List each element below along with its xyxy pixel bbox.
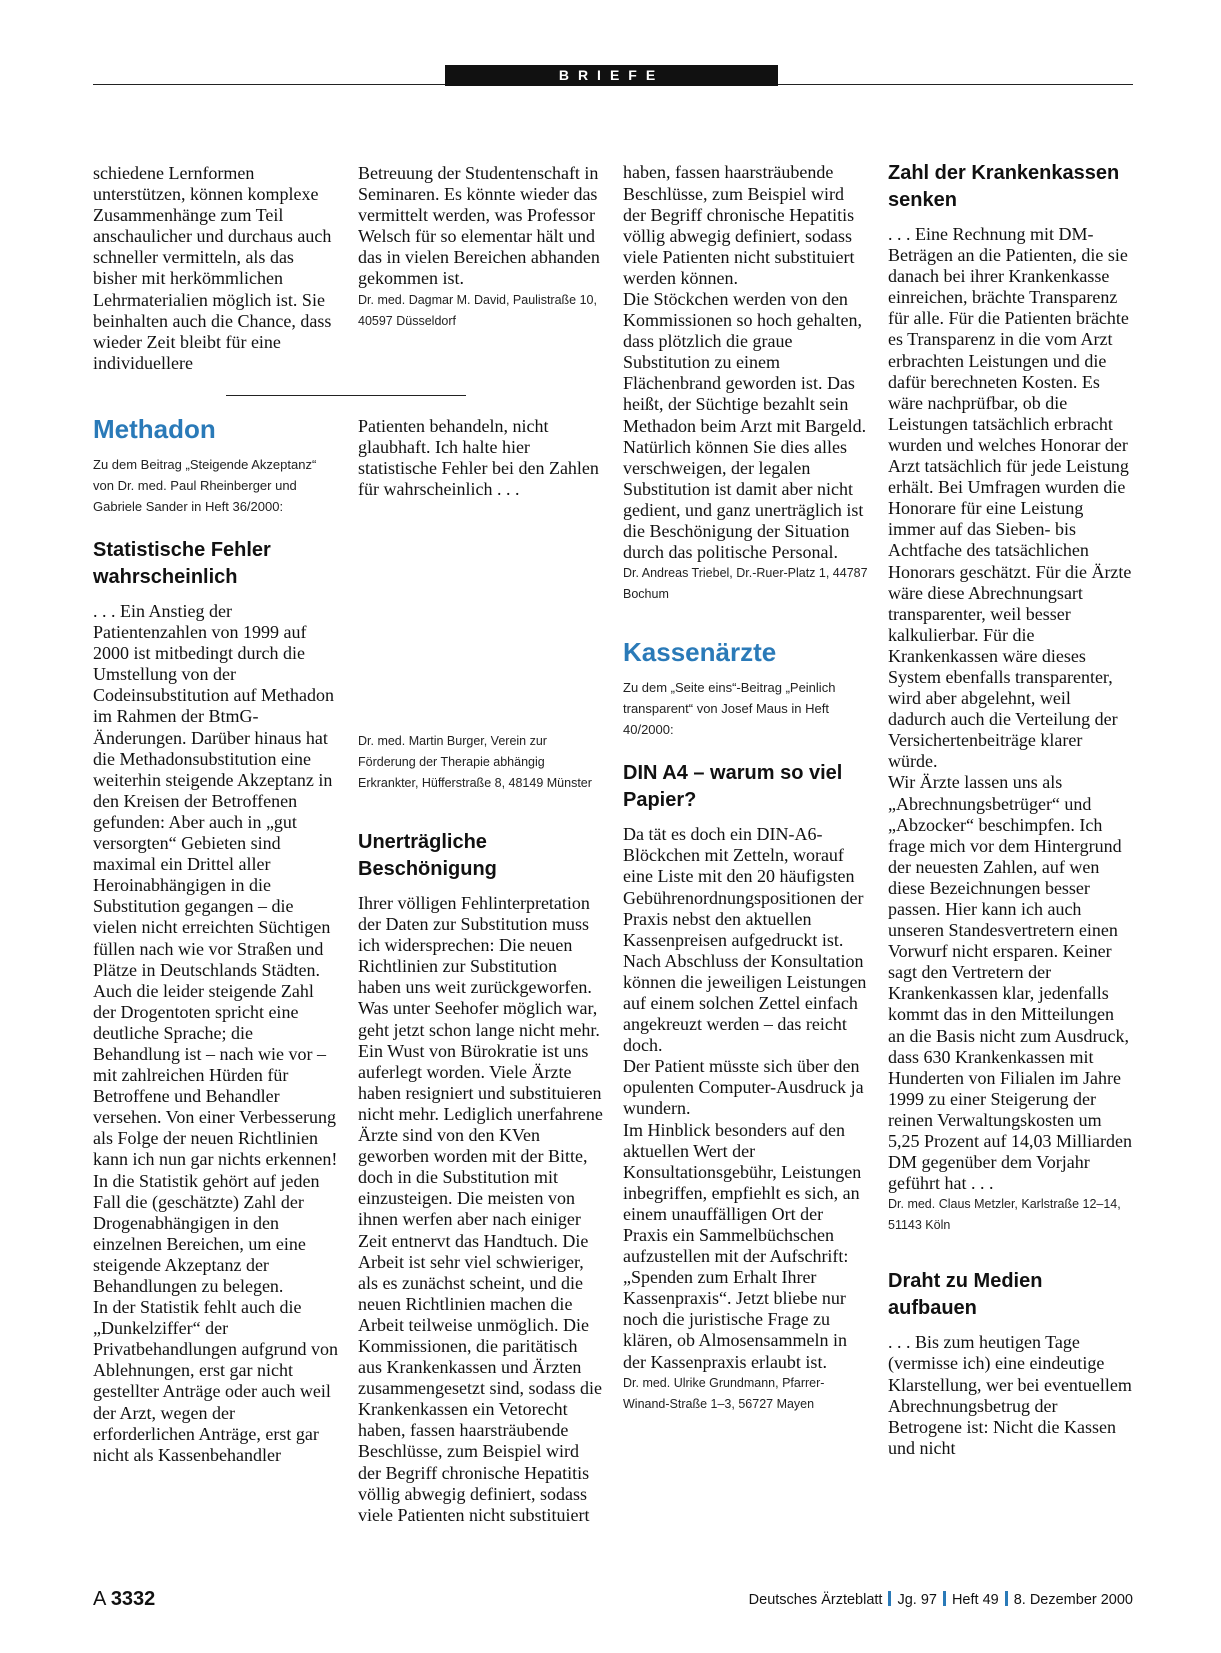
- body-text: Der Patient müsste sich über den opulenten Computer-Ausdruck ja wundern.: [623, 1056, 864, 1119]
- col1-methadon: [93, 414, 338, 1467]
- body-text: . . . Bis zum heutigen Tage (vermisse ich) eine eindeutige Klarstellung, wer bei eventuellem Abrechnungsbetrug der Betrogene ist: Nicht die Kassen und nicht: [888, 1332, 1132, 1458]
- section-header: BRIEFE: [445, 65, 778, 86]
- separator: [888, 1591, 891, 1606]
- col3: [623, 163, 868, 1415]
- letter-title: DIN A4 – warum so viel Papier?: [623, 762, 843, 812]
- journal-date: 8. Dezember 2000: [1013, 1592, 1133, 1608]
- col2-bottom: [358, 415, 603, 1526]
- page-number-value: 3332: [110, 1588, 156, 1610]
- body-text: Ihrer völligen Fehlinterpretation der Daten zur Substitution muss ich widersprechen: Die neuen Richtlinien zur Substitution haben uns weit zurückgeworfen. Was unter Seehofer möglich war, geht jetzt schon lange nicht mehr. Ein Wust von Bürokratie ist uns auferlegt worden. Viele Ärzte haben resigniert und substituieren nicht mehr. Lediglich unerfahrene Ärzte sind von den KVen geworben worden mit der Bitte, doch in die Substitution mit einzusteigen. Die meisten von ihnen werfen aber nach einiger Zeit entnervt das Handtuch. Die Arbeit ist sehr viel schwieriger, als es zunächst scheint, und die neuen Richtlinien machen die Arbeit teilweise unmöglich. Die Kommissionen, die paritätisch aus Krankenkassen und Ärzten zusammengesetzt sind, sodass die Krankenkassen ein Vetorecht haben, fassen haarsträubende Beschlüsse, zum Beispiel wird der Begriff chronische Hepatitis völlig abwegig definiert, sodass viele Patienten nicht substituiert: [358, 893, 603, 1525]
- body-text: Wir Ärzte lassen uns als „Abrechnungsbetrüger“ und „Abzocker“ beschimpfen. Ich frage mich vor dem Hintergrund der neuesten Zahlen, auf wen diese Bezeichnungen besser passen. Hier kann ich auch unseren Standesvertretern einen Vorwurf nicht ersparen. Keiner sagt den Vertretern der Krankenkassen klar, jedenfalls kommt das in den Mitteilungen an die Basis nicht zum Ausdruck, dass 630 Krankenkassen mit Hunderten von Filialen im Jahre 1999 zu einer Steigerung der reinen Verwaltungskosten um 5,25 Prozent auf 14,03 Milliarden DM gegenüber dem Vorjahr geführt hat . . .: [888, 772, 1132, 1194]
- section-title-methadon: Methadon: [93, 414, 216, 444]
- letter-title: Zahl der Krankenkassen senken: [888, 162, 1120, 211]
- signature: Dr. med. Dagmar M. David, Paulistraße 10, 40597 Düsseldorf: [358, 292, 597, 328]
- signature: Dr. med. Ulrike Grundmann, Pfarrer-Winand-Straße 1–3, 56727 Mayen: [623, 1375, 825, 1411]
- continued-text: Patienten behandeln, nicht glaubhaft. Ich halte hier statistische Fehler bei den Zahlen für wahrscheinlich . . .: [358, 415, 599, 500]
- body-text: . . . Eine Rechnung mit DM-Beträgen an die Patienten, die sie danach bei ihrer Krankenkasse einreichen, brächte Transparenz für alle. Für die Patienten brächte es Transparenz in die vom Arzt erbrachten Leistungen und die dafür berechneten Kosten. Es wäre nachprüfbar, ob die Leistungen tatsächlich erbracht wurden und welches Honorar der Arzt tatsächlich für jede Leistung erhält. Bei Umfragen wurden die Honorare für eine Leistung immer auf das Sieben- bis Achtfache des tatsächlichen Honorars geschätzt. Für die Ärzte wäre diese Abrechnungsart transparenter, weil besser kalkulierbar. Für die Krankenkassen wäre dieses System ebenfalls transparenter, wird aber abgelehnt, weil dadurch auch die Verteilung der Versichertenbeiträge klarer würde.: [888, 224, 1132, 772]
- journal-issue: Heft 49: [951, 1592, 999, 1608]
- letter-title: Unerträgliche Beschönigung: [358, 831, 497, 880]
- separator: [1005, 1591, 1008, 1606]
- journal-info: [749, 1591, 1133, 1608]
- section-divider: [226, 395, 466, 396]
- signature: Dr. Andreas Triebel, Dr.-Ruer-Platz 1, 44787 Bochum: [623, 566, 868, 602]
- article-reference: Zu dem Beitrag „Steigende Akzeptanz“ von Dr. med. Paul Rheinberger und Gabriele Sander in Heft 36/2000:: [93, 457, 317, 514]
- col1-top: [93, 163, 338, 374]
- body-text: schiedene Lernformen unterstützen, können komplexe Zusammenhänge zum Teil anschaulicher und durchaus auch schneller vermitteln, als das bisher mit herkömmlichen Lehrmaterialien möglich ist. Sie beinhalten auch die Chance, dass wieder Zeit bleibt für eine individuellere: [93, 163, 332, 373]
- article-reference: Zu dem „Seite eins“-Beitrag „Peinlich transparent“ von Josef Maus in Heft 40/2000:: [623, 680, 836, 738]
- body-text: . . . Ein Anstieg der Patientenzahlen von 1999 auf 2000 ist mitbedingt durch die Umstellung von der Codeinsubstitution auf Methadon im Rahmen der BtmG-Änderungen. Darüber hinaus hat die Methadonsubstitution eine weiterhin steigende Akzeptanz in den Kreisen der Betroffenen gefunden: Aber auch in „gut versorgten“ Gebieten sind maximal ein Drittel aller Heroinabhängigen in die Substitution gegangen – die vielen nicht erreichten Süchtigen füllen nach wie vor Straßen und Plätze in Deutschlands Städten. Auch die leider steigende Zahl der Drogentoten spricht eine deutliche Sprache; die Behandlung ist – nach wie vor – mit zahlreichen Hürden für Betroffene und Behandler versehen. Von einer Verbesserung als Folge der neuen Richtlinien kann ich nun gar nichts erkennen! In die Statistik gehört auf jeden Fall die (geschätzte) Zahl der Drogenabhängigen in den einzelnen Bereichen, um eine steigende Akzeptanz der Behandlungen zu belegen.: [93, 601, 338, 1296]
- col2-top: [358, 163, 603, 332]
- section-title-kassenaerzte: Kassenärzte: [623, 637, 777, 668]
- page-number: [93, 1588, 155, 1611]
- body-text: Natürlich können Sie dies alles verschweigen, der legalen Substitution ist damit aber nicht gedient, und ganz unerträglich ist die Beschönigung der Situation durch das politische Personal.: [623, 436, 864, 563]
- body-text: Im Hinblick besonders auf den aktuellen Wert der Konsultationsgebühr, Leistungen inbegriffen, empfiehlt es sich, an einem unauffälligen Ort der Praxis ein Sammelbüchschen aufzustellen mit der Aufschrift: „Spenden zum Erhalt Ihrer Kassenpraxis“. Jetzt bliebe nur noch die juristische Frage zu klären, ob Almosensammeln in der Kassenpraxis erlaubt ist.: [623, 1119, 862, 1372]
- journal-name: Deutsches Ärzteblatt: [748, 1592, 883, 1608]
- body-text: Da tät es doch ein DIN-A6-Blöckchen mit Zetteln, worauf eine Liste mit den 20 häufigsten Gebührenordnungspositionen der Praxis nebst den aktuellen Kassenpreisen aufgedruckt ist. Nach Abschluss der Konsultation können die jeweiligen Leistungen auf einem solchen Zettel einfach angekreuzt werden – das reicht doch.: [623, 824, 867, 1056]
- signature: Dr. med. Claus Metzler, Karlstraße 12–14, 51143 Köln: [888, 1197, 1121, 1233]
- body-text: [623, 163, 868, 289]
- page-prefix: A: [93, 1588, 106, 1610]
- continued-text: haben, fassen haarsträubende Beschlüsse, zum Beispiel wird der Begriff chronische Hepatitis völlig abwegig definiert, sodass viele Patienten nicht substituiert werden können.: [623, 163, 855, 288]
- body-text: [358, 415, 603, 731]
- letter-title: Statistische Fehler wahrscheinlich: [93, 539, 271, 588]
- body-text: Die Stöckchen werden von den Kommissionen so hoch gehalten, dass plötzlich die graue Substitution zu einem Flächenbrand geworden ist. Das heißt, der Süchtige bezahlt sein Methadon beim Arzt mit Bargeld.: [623, 289, 867, 436]
- signature: Dr. med. Martin Burger, Verein zur Förderung der Therapie abhängig Erkrankter, Hüfferstraße 8, 48149 Münster: [358, 734, 592, 790]
- body-text: In der Statistik fehlt auch die „Dunkelziffer“ der Privatbehandlungen aufgrund von Ablehnungen, erst gar nicht gestellter Anträge oder auch weil der Arzt, wegen der erforderlichen Anträge, erst gar nicht als Kassenbehandler: [93, 1297, 338, 1465]
- col4: [888, 160, 1133, 1459]
- letter-title: Draht zu Medien aufbauen: [888, 1270, 1043, 1320]
- journal-volume: Jg. 97: [897, 1592, 937, 1608]
- body-text: Betreuung der Studentenschaft in Seminaren. Es könnte wieder das vermittelt werden, was Professor Welsch für so elementar hält und das in vielen Bereichen abhanden gekommen ist.: [358, 163, 600, 289]
- separator: [943, 1591, 946, 1606]
